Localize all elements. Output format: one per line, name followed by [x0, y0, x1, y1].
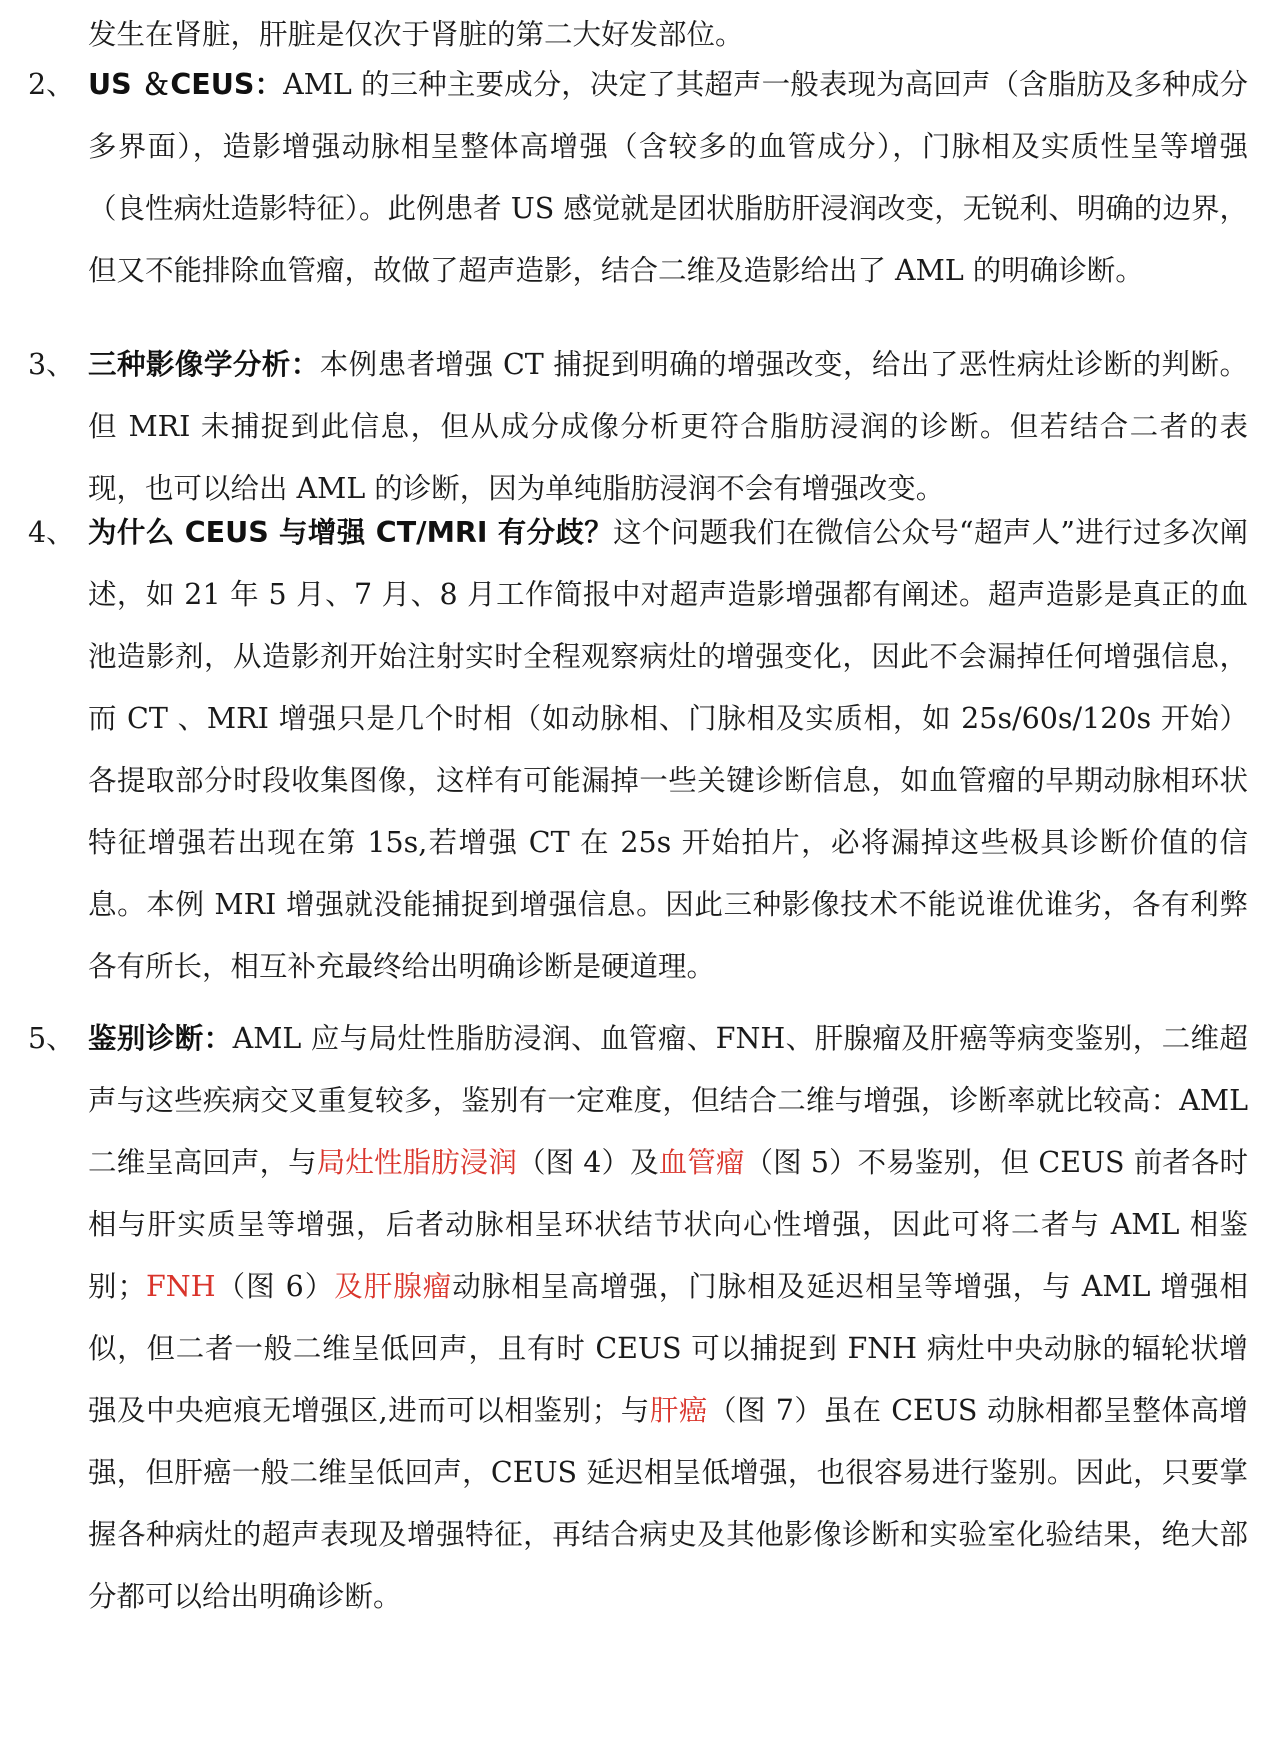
item-text: 本例患者增强 CT 捕捉到明确的增强改变，给出了恶性病灶诊断的判断。但 MRI 未捕捉到此信息，但从成分成像分析更符合脂肪浸润的诊断。但若结合二者的表现，也可以给出 AML 的诊断，因为单纯脂肪浸润不会有增强改变。	[88, 348, 1248, 505]
item-heading: 为什么 CEUS 与增强 CT/MRI 有分歧？	[88, 516, 614, 549]
item-body	[88, 1008, 1248, 1628]
seg-8: 动脉相呈高增强，门脉相及延迟相呈等增强，与 AML 增强相似，但二者一般二维呈低回声，且有时 CEUS 可以捕捉到 FNH 病灶中央动脉的辐轮状增强及中央疤痕无增强区,进而可以相鉴别；与	[88, 1270, 1248, 1427]
highlight-adenoma: 及肝腺瘤	[334, 1270, 453, 1303]
seg-0: AML 应与局灶性脂肪浸润、血管瘤、FNH、肝腺瘤及肝癌等病变鉴别，二维超声与这些疾病交叉重复较多，鉴别有一定难度，但结合二维与增强，诊断率就比较高：AML 二维呈高回声，与	[88, 1022, 1248, 1179]
seg-10: （图 7）虽在 CEUS 动脉相都呈整体高增强，但肝癌一般二维呈低回声，CEUS 延迟相呈低增强，也很容易进行鉴别。因此，只要掌握各种病灶的超声表现及增强特征，再结合病史及其他影像诊断和实验室化验结果，绝大部分都可以给出明确诊断。	[88, 1394, 1249, 1613]
highlight-liver-cancer: 肝癌	[649, 1394, 708, 1427]
seg-4: （图 5）不易鉴别，但 CEUS 前者各时相与肝实质呈等增强，后者动脉相呈环状结节状向心性增强，因此可将二者与 AML 相鉴别；	[88, 1146, 1248, 1303]
item-body	[88, 54, 1248, 302]
item-heading: 鉴别诊断：	[88, 1022, 233, 1055]
item-heading: 三种影像学分析：	[88, 348, 320, 381]
item-body	[88, 502, 1248, 998]
highlight-fatty-infiltration: 局灶性脂肪浸润	[316, 1146, 517, 1179]
highlight-fnh: FNH	[146, 1270, 216, 1303]
item-text: AML 的三种主要成分，决定了其超声一般表现为高回声（含脂肪及多种成分多界面），造影增强动脉相呈整体高增强（含较多的血管成分），门脉相及实质性呈等增强（良性病灶造影特征）。此例患者 US 感觉就是团状脂肪肝浸润改变，无锐利、明确的边界，但又不能排除血管瘤，故做了超声造影，结合二维及造影给出了 AML 的明确诊断。	[88, 68, 1248, 287]
item-text: 这个问题我们在微信公众号“超声人”进行过多次阐述，如 21 年 5 月、7 月、8 月工作简报中对超声造影增强都有阐述。超声造影是真正的血池造影剂，从造影剂开始注射实时全程观察病灶的增强变化，因此不会漏掉任何增强信息，而 CT 、MRI 增强只是几个时相（如动脉相、门脉相及实质相，如 25s/60s/120s 开始）各提取部分时段收集图像，这样有可能漏掉一些关键诊断信息，如血管瘤的早期动脉相环状特征增强若出现在第 15s,若增强 CT 在 25s 开始拍片，必将漏掉这些极具诊断价值的信息。本例 MRI 增强就没能捕捉到增强信息。因此三种影像技术不能说谁优谁劣，各有利弊各有所长，相互补充最终给出明确诊断是硬道理。	[88, 516, 1248, 983]
seg-2: （图 4）及	[516, 1146, 659, 1179]
item-heading: US ＆CEUS：	[88, 68, 284, 101]
lead-paragraph: 发生在肾脏，肝脏是仅次于肾脏的第二大好发部位。	[88, 18, 744, 51]
highlight-hemangioma: 血管瘤	[658, 1146, 745, 1179]
item-number: 2、	[28, 68, 75, 101]
seg-6: （图 6）	[215, 1270, 335, 1303]
item-number: 3、	[28, 348, 75, 381]
item-number: 4、	[28, 516, 75, 549]
item-number: 5、	[28, 1022, 75, 1055]
item-body	[88, 334, 1248, 520]
